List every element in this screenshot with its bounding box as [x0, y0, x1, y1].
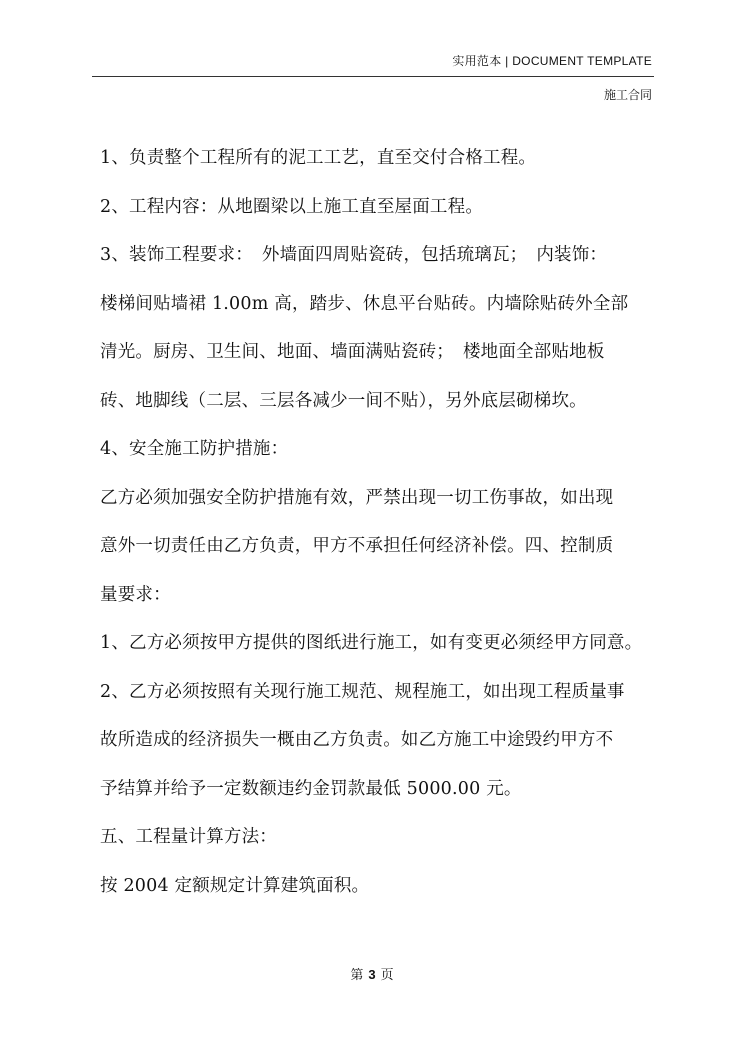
body-line: 五、工程量计算方法：	[100, 827, 277, 847]
body-line: 2、工程内容：从地圈梁以上施工直至屋面工程。	[100, 196, 484, 217]
body-line: 按 2004 定额规定计算建筑面积。	[100, 875, 370, 896]
header-title: 实用范本 | DOCUMENT TEMPLATE	[452, 54, 652, 68]
document-body	[100, 134, 660, 910]
page-number: 3	[368, 967, 376, 982]
page-footer	[0, 964, 744, 983]
body-line: 量要求：	[100, 584, 171, 605]
body-line: 予结算并给予一定数额违约金罚款最低 5000.00 元。	[100, 778, 522, 799]
body-line: 楼梯间贴墙裙 1.00m 高，踏步、休息平台贴砖。内墙除贴砖外全部	[100, 293, 629, 314]
footer-prefix: 第	[350, 968, 364, 983]
body-line: 4、安全施工防护措施：	[100, 439, 289, 459]
footer-suffix: 页	[380, 968, 394, 983]
header-subtitle: 施工合同	[603, 88, 652, 102]
body-line: 清光。厨房、卫生间、地面、墙面满贴瓷砖； 楼地面全部贴地板	[100, 342, 605, 362]
body-line: 故所造成的经济损失一概由乙方负责。如乙方施工中途毁约甲方不	[100, 730, 614, 750]
body-line: 意外一切责任由乙方负责，甲方不承担任何经济补偿。四、控制质	[100, 536, 614, 556]
body-line: 乙方必须加强安全防护措施有效，严禁出现一切工伤事故，如出现	[100, 487, 614, 508]
body-line: 2、乙方必须按照有关现行施工规范、规程施工，如出现工程质量事	[100, 681, 625, 702]
body-line: 3、装饰工程要求： 外墙面四周贴瓷砖，包括琉璃瓦； 内装饰：	[100, 245, 608, 265]
body-line: 1、负责整个工程所有的泥工工艺，直至交付合格工程。	[100, 148, 537, 168]
body-line: 砖、地脚线（二层、三层各减少一间不贴），另外底层砌梯坎。	[100, 390, 587, 411]
body-line: 1、乙方必须按甲方提供的图纸进行施工，如有变更必须经甲方同意。	[100, 633, 643, 653]
header-divider	[92, 76, 654, 77]
